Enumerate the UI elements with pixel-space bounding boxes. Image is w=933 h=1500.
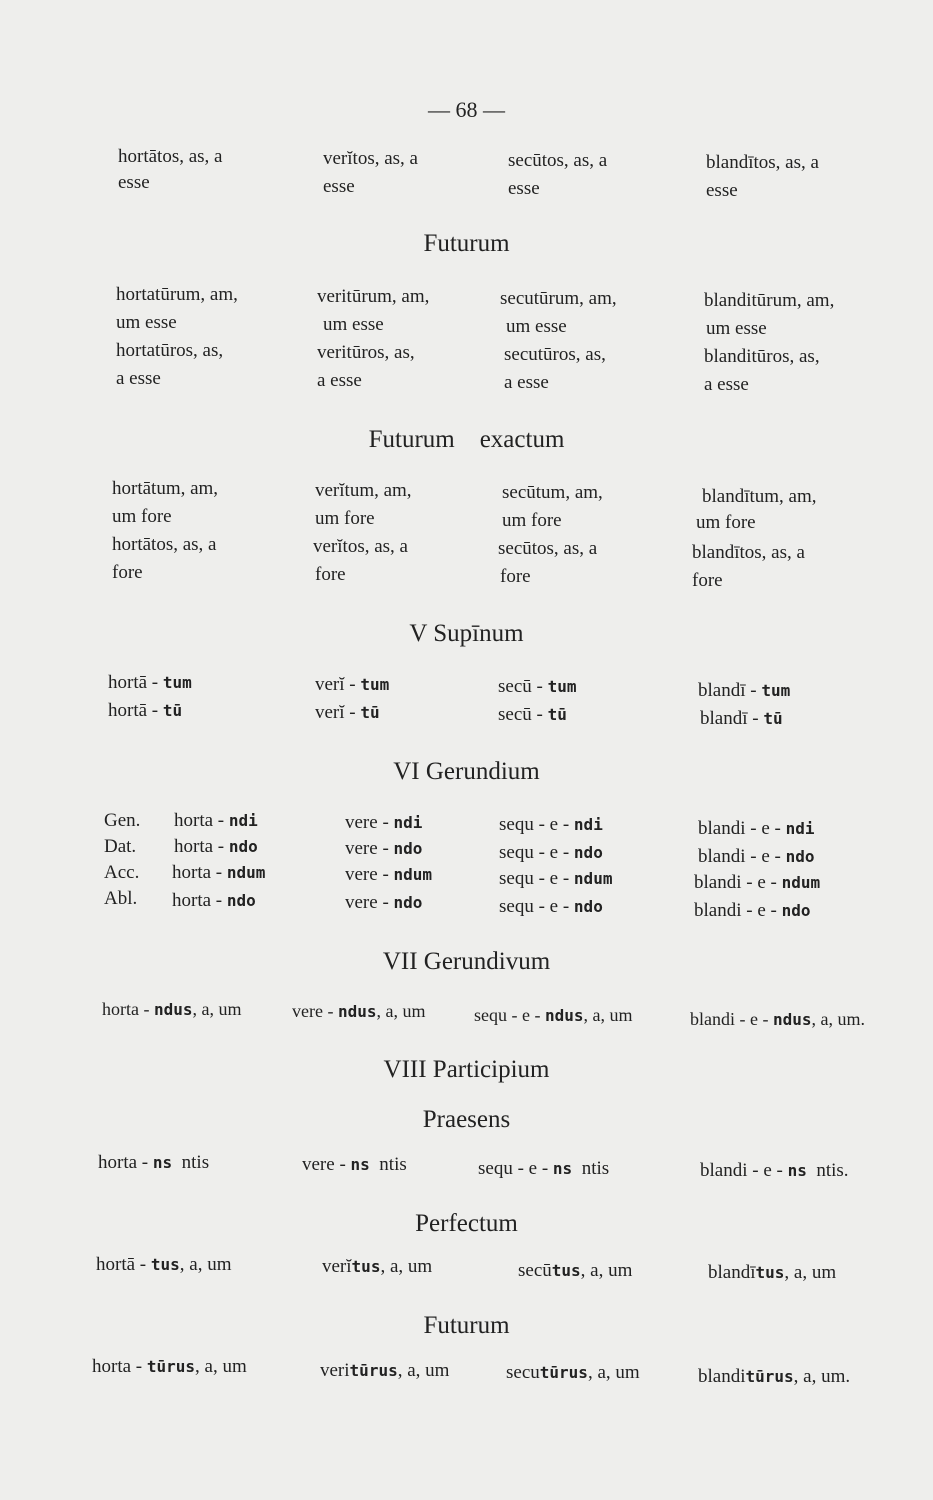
cell: verĭtos, as, a [313,536,408,557]
cell: secūtos, as, a [498,538,598,559]
cell: a esse [704,374,749,395]
cell: verĭtos, as, a [323,148,418,169]
cell: horta - ndi [174,810,258,831]
cell: blandi - e - ndo [698,846,815,867]
cell: veritūrum, am, [317,286,430,307]
cell: verĭtum, am, [315,480,412,501]
cell: vere - ndo [345,892,423,913]
cell: horta - ndo [174,836,258,857]
cell: verĭ - tū [315,702,380,723]
cell: fore [112,562,143,583]
cell: vere - ndo [345,838,423,859]
cell: blandī - tū [700,708,783,729]
cell: secū - tū [498,704,567,725]
cell: vere - ndi [345,812,423,833]
cell: a esse [116,368,161,389]
subsection-title-perfectum: Perfectum [415,1210,518,1237]
cell: secutūrus, a, um [506,1362,640,1383]
case-label: Abl. [104,888,138,909]
cell: verĭtus, a, um [322,1256,433,1277]
cell: blanditūrus, a, um. [698,1366,851,1387]
case-label: Dat. [104,836,137,857]
cell: hortātum, am, [112,478,219,499]
cell: a esse [504,372,549,393]
cell: hortātos, as, a [118,146,223,167]
section-title-gerundium: VI Gerundium [393,758,540,785]
cell: hortā - tus, a, um [96,1254,232,1275]
cell: esse [706,180,738,201]
cell: fore [500,566,531,587]
cell: blandītos, as, a [692,542,805,563]
cell: secutūrum, am, [500,288,617,309]
cell: horta - ndus, a, um [102,999,242,1019]
cell: blandītus, a, um [708,1262,837,1283]
section-title-gerundivum: VII Gerundivum [382,948,551,975]
cell: um esse [706,318,767,339]
cell: esse [118,172,150,193]
cell: blandi - e - ndo [694,900,811,921]
section-title-participium: VIII Participium [383,1056,550,1083]
cell: hortatūrum, am, [116,284,238,305]
cell: hortā - tū [108,700,183,721]
case-label: Acc. [104,862,140,883]
cell: esse [323,176,355,197]
cell: horta - ndo [172,890,256,911]
cell: blanditūros, as, [704,346,820,367]
cell: hortā - tum [108,672,192,693]
cell: blandi - e - ns ntis. [700,1160,849,1181]
page-number: — 68 — [428,97,505,122]
cell: fore [315,564,346,585]
case-label: Gen. [104,810,141,831]
cell: um esse [506,316,567,337]
cell: veritūrus, a, um [320,1360,450,1381]
cell: sequ - e - ndus, a, um [474,1005,633,1025]
cell: secū - tum [498,676,577,697]
cell: veritūros, as, [317,342,415,363]
cell: secutūros, as, [504,344,606,365]
cell: um fore [112,506,172,527]
cell: um fore [502,510,562,531]
cell: vere - ns ntis [302,1154,407,1175]
section-title-supinum: V Supīnum [409,620,524,647]
cell: blandītos, as, a [706,152,819,173]
cell: sequ - e - ndo [499,842,603,863]
cell: sequ - e - ndi [499,814,603,835]
subsection-title-futurum: Futurum [423,1312,510,1339]
cell: esse [508,178,540,199]
cell: hortātos, as, a [112,534,217,555]
cell: blanditūrum, am, [704,290,835,311]
cell: blandi - e - ndum [694,872,821,893]
cell: fore [692,570,723,591]
cell: vere - ndus, a, um [292,1001,426,1021]
cell: um esse [323,314,384,335]
cell: hortatūros, as, [116,340,224,361]
cell: um fore [315,508,375,529]
section-title-futurum: Futurum [423,230,510,257]
cell: vere - ndum [345,864,433,885]
cell: secūtos, as, a [508,150,608,171]
cell: blandi - e - ndi [698,818,815,839]
cell: horta - ns ntis [98,1152,210,1173]
cell: horta - tūrus, a, um [92,1356,247,1377]
cell: verĭ - tum [315,674,390,695]
cell: sequ - e - ndo [499,896,603,917]
cell: horta - ndum [172,862,266,883]
cell: um esse [116,312,177,333]
cell: sequ - e - ndum [499,868,613,889]
cell: sequ - e - ns ntis [478,1158,610,1179]
cell: secūtum, am, [502,482,603,503]
cell: secūtus, a, um [518,1260,633,1281]
cell: um fore [696,512,756,533]
cell: blandi - e - ndus, a, um. [690,1009,865,1029]
subsection-title-praesens: Praesens [422,1106,511,1133]
section-title-futurum-exactum: Futurum exactum [368,426,565,453]
cell: a esse [317,370,362,391]
cell: blandītum, am, [702,486,817,507]
cell: blandī - tum [698,680,791,701]
